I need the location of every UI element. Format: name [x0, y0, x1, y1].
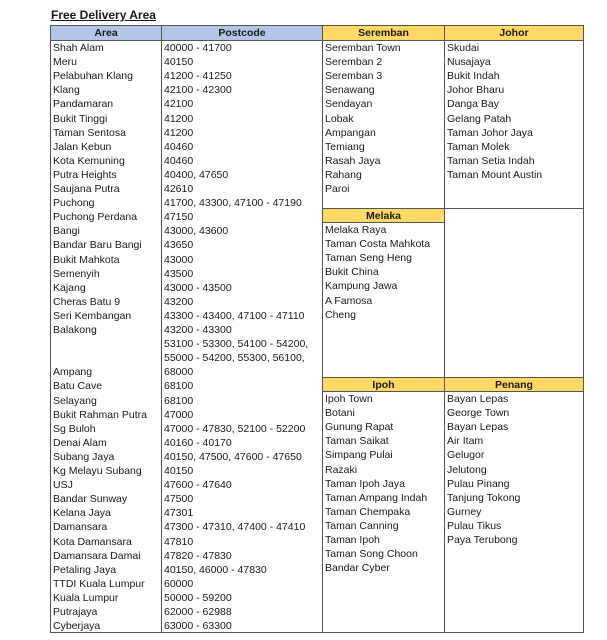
ipoh-item: Taman Chempaka [325, 505, 411, 518]
seremban-item: Lobak [325, 112, 354, 125]
ipoh-item: Taman Ampang Indah [325, 491, 428, 504]
seremban-item: Paroi [325, 183, 350, 195]
postcode-cell: 47000 [164, 408, 194, 421]
johor-item: Johor Bharu [447, 84, 505, 97]
area-cell: Seri Kembangan [53, 309, 132, 322]
melaka-item: Kampung Jawa [325, 280, 398, 293]
penang-item: Pulau Pinang [447, 477, 510, 490]
ipoh-item: Razaki [325, 463, 358, 476]
postcode-cell: 42100 - 42300 [164, 84, 232, 97]
area-cell: Putrajaya [53, 606, 98, 618]
postcode-cell: 55000 - 54200, 55300, 56100, [164, 352, 305, 365]
postcode-cell: 40400, 47650 [164, 168, 229, 181]
seremban-item: Rasah Jaya [325, 154, 381, 167]
postcode-cell: 47820 - 47830 [164, 549, 232, 562]
ipoh-item: Simpang Pulai [325, 449, 393, 462]
area-cell: Klang [53, 84, 80, 97]
area-cell: Saujana Putra [53, 183, 120, 195]
area-cell: Batu Cave [53, 380, 103, 393]
area-cell: Bangi [53, 225, 80, 238]
postcode-cell: 40000 - 41700 [164, 42, 232, 54]
area-cell: Petaling Jaya [53, 563, 117, 576]
postcode-cell: 40150 [164, 465, 194, 477]
ipoh-item: Taman Canning [325, 519, 399, 532]
header-area: Area [51, 26, 161, 41]
area-cell: Kuala Lumpur [53, 591, 119, 604]
area-cell: Kg Melayu Subang [53, 465, 142, 477]
postcode-cell: 47300 - 47310, 47400 - 47410 [164, 521, 306, 534]
area-cell: Semenyih [53, 267, 100, 280]
header-penang: Penang [445, 378, 583, 392]
area-cell: Ampang [53, 366, 93, 379]
postcode-cell: 43200 [164, 295, 194, 308]
penang-item: George Town [447, 407, 510, 420]
header-johor: Johor [445, 26, 583, 41]
area-cell: Kota Damansara [53, 535, 132, 548]
area-cell [51, 351, 161, 365]
area-cell: Putra Heights [53, 168, 117, 181]
johor-item: Bukit Indah [447, 70, 500, 83]
postcode-cell: 63000 - 63300 [164, 620, 232, 633]
seremban-item: Seremban 2 [325, 56, 383, 69]
postcode-cell: 60000 [164, 577, 194, 590]
area-cell: Damansara Damai [53, 549, 141, 562]
seremban-item: Seremban Town [325, 42, 401, 54]
postcode-cell: 40150, 47500, 47600 - 47650 [164, 450, 302, 463]
ipoh-item: Taman Ipoh Jaya [325, 477, 405, 490]
penang-item: Bayan Lepas [447, 421, 509, 434]
postcode-cell: 43500 [164, 267, 194, 280]
ipoh-item: Botani [325, 407, 355, 420]
johor-item: Skudai [447, 42, 480, 54]
johor-item: Gelang Patah [447, 112, 512, 125]
area-cell: Denai Alam [53, 436, 107, 449]
ipoh-item: Ipoh Town [325, 393, 373, 405]
melaka-item: Melaka Raya [325, 224, 387, 236]
penang-item: Air Itam [447, 435, 484, 448]
area-cell: Cyberjaya [53, 620, 101, 633]
johor-item: Taman Johor Jaya [447, 126, 533, 139]
area-cell: Pandamaran [53, 98, 114, 111]
johor-item: Danga Bay [447, 98, 499, 111]
postcode-cell: 50000 - 59200 [164, 591, 232, 604]
postcode-cell: 43300 - 43400, 47100 - 47110 [164, 309, 305, 322]
penang-item: Gelugor [447, 449, 485, 462]
ipoh-item: Taman Ipoh [325, 534, 380, 546]
area-cell: Puchong Perdana [53, 211, 138, 224]
area-cell: Damansara [53, 521, 108, 534]
penang-item: Tanjung Tokong [447, 491, 521, 504]
postcode-cell: 42100 [164, 98, 194, 111]
penang-item: Bayan Lepas [447, 393, 509, 405]
header-postcode: Postcode [162, 26, 322, 41]
area-cell: Selayang [53, 394, 97, 407]
melaka-item: Taman Costa Mahkota [325, 238, 431, 251]
melaka-item: Cheng [325, 308, 356, 321]
penang-item: Jelutong [447, 463, 487, 476]
postcode-cell: 43000, 43600 [164, 225, 229, 238]
penang-item: Gurney [447, 505, 482, 518]
postcode-cell: 42610 [164, 183, 194, 195]
johor-item: Taman Setia Indah [447, 154, 535, 167]
melaka-item: Taman Seng Heng [325, 252, 412, 265]
postcode-cell: 62000 - 62988 [164, 606, 232, 618]
postcode-cell: 40160 - 40170 [164, 436, 232, 449]
postcode-cell: 41200 - 41250 [164, 70, 232, 83]
page-title: Free Delivery Area [51, 8, 156, 22]
postcode-cell: 40460 [164, 140, 194, 153]
johor-item: Nusajaya [447, 56, 491, 69]
penang-item: Pulau Tikus [447, 519, 502, 532]
area-cell: Kota Kemuning [53, 154, 125, 167]
area-cell: Bukit Mahkota [53, 253, 120, 266]
area-cell: TTDI Kuala Lumpur [53, 577, 145, 590]
postcode-cell: 40150, 46000 - 47830 [164, 563, 267, 576]
postcode-cell: 40150 [164, 56, 194, 69]
area-cell: Bukit Tinggi [53, 112, 108, 125]
johor-item: Taman Mount Austin [447, 168, 543, 181]
ipoh-item: Gunung Rapat [325, 421, 394, 434]
postcode-cell: 43000 - 43500 [164, 281, 232, 294]
postcode-cell: 47810 [164, 535, 194, 548]
area-cell: Taman Sentosa [53, 126, 126, 139]
area-cell: Balakong [53, 324, 97, 336]
area-cell: Puchong [53, 197, 95, 210]
header-melaka: Melaka [323, 209, 444, 223]
postcode-cell: 47000 - 47830, 52100 - 52200 [164, 422, 306, 435]
area-cell: Jalan Kebun [53, 140, 112, 153]
area-cell: Sg Buloh [53, 422, 96, 435]
area-cell: Kelana Jaya [53, 507, 111, 520]
area-cell: Meru [53, 56, 77, 69]
postcode-cell: 43650 [164, 239, 194, 252]
area-cell: Pelabuhan Klang [53, 70, 133, 83]
postcode-cell: 68100 [164, 380, 194, 393]
area-cell: Bukit Rahman Putra [53, 408, 147, 421]
seremban-item: Senawang [325, 84, 375, 97]
postcode-cell: 53100 - 53300, 54100 - 54200, [164, 338, 309, 351]
area-cell: Bandar Sunway [53, 493, 128, 506]
header-seremban: Seremban [323, 26, 444, 41]
area-cell: USJ [53, 479, 73, 492]
seremban-item: Seremban 3 [325, 70, 383, 83]
area-cell: Cheras Batu 9 [53, 295, 121, 308]
melaka-item: Bukit China [325, 266, 379, 279]
area-cell: Shah Alam [53, 42, 104, 54]
area-cell: Kajang [53, 281, 86, 294]
ipoh-item: Taman Saikat [325, 435, 389, 448]
area-cell: Bandar Baru Bangi [53, 239, 142, 252]
penang-item: Paya Terubong [447, 534, 518, 546]
postcode-cell: 47301 [164, 507, 194, 520]
postcode-cell: 43200 - 43300 [164, 324, 232, 336]
seremban-item: Ampangan [325, 126, 376, 139]
postcode-cell: 47500 [164, 493, 194, 506]
melaka-item: A Famosa [325, 294, 373, 307]
johor-item: Taman Molek [447, 140, 510, 153]
postcode-cell: 68000 [164, 366, 194, 379]
seremban-item: Temiang [325, 140, 365, 153]
postcode-cell: 47150 [164, 211, 194, 224]
area-cell: Subang Jaya [53, 450, 115, 463]
postcode-cell: 41200 [164, 112, 194, 125]
postcode-cell: 41700, 43300, 47100 - 47190 [164, 197, 302, 210]
postcode-cell: 68100 [164, 394, 194, 407]
seremban-item: Sendayan [325, 98, 373, 111]
area-cell [51, 337, 161, 351]
postcode-cell: 43000 [164, 253, 194, 266]
ipoh-item: Taman Song Choon [325, 548, 418, 561]
seremban-item: Rahang [325, 168, 362, 181]
ipoh-item: Bandar Cyber [325, 562, 390, 575]
postcode-cell: 47600 - 47640 [164, 479, 232, 492]
header-ipoh: Ipoh [323, 378, 444, 392]
postcode-cell: 41200 [164, 126, 194, 139]
postcode-cell: 40460 [164, 154, 194, 167]
